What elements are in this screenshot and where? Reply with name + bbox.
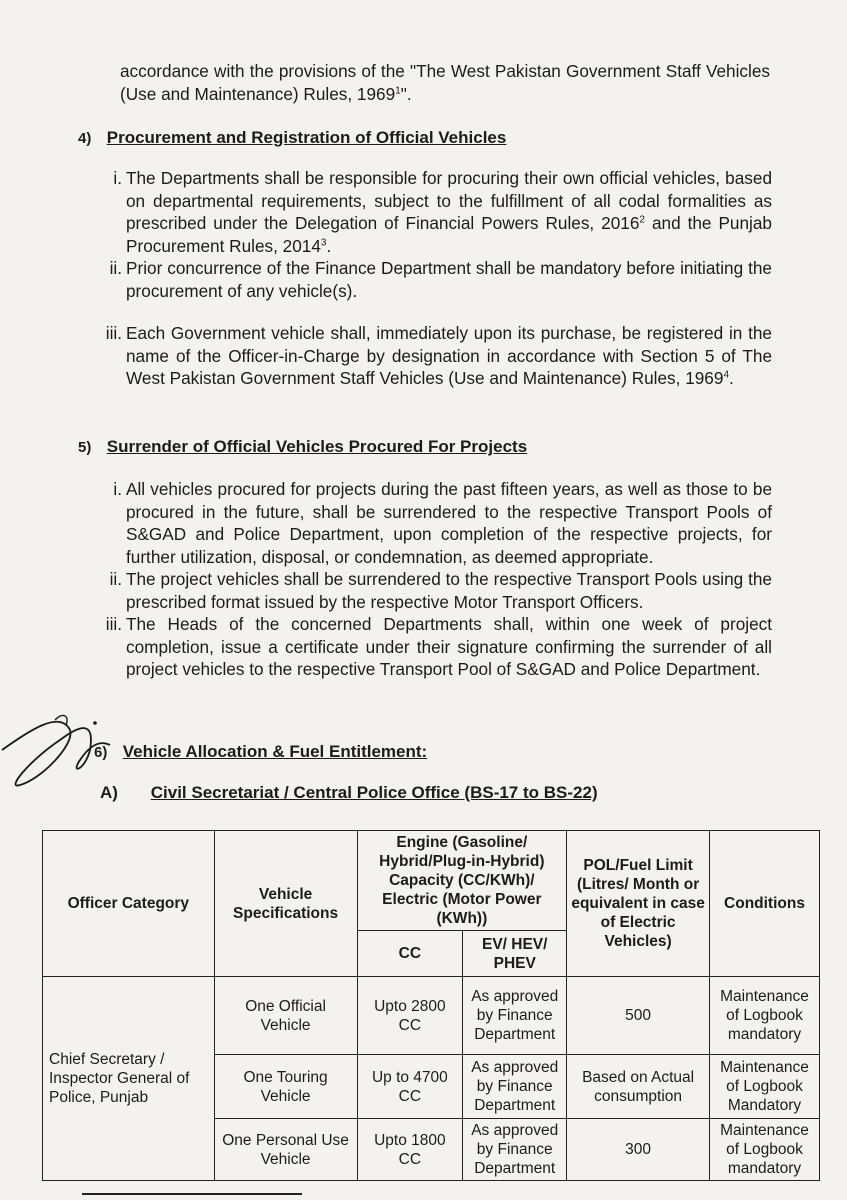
footnote-divider xyxy=(82,1193,302,1195)
ev-cell: As approved by Finance Department xyxy=(463,1119,567,1181)
header-vehicle-specifications: Vehicle Specifications xyxy=(214,831,357,977)
section6-number: 6) xyxy=(94,744,108,761)
spec-cell: One Official Vehicle xyxy=(214,977,357,1055)
subsection-a-title: Civil Secretariat / Central Police Office (BS-17 to BS-22) xyxy=(150,783,598,802)
pol-cell: 500 xyxy=(567,977,710,1055)
footnote-ref: 3 xyxy=(320,236,327,248)
list-numeral: i. xyxy=(113,168,122,188)
list-item-text: . xyxy=(729,368,734,388)
header-officer-category: Officer Category xyxy=(43,831,215,977)
intro-line2-end: ". xyxy=(400,83,412,104)
spec-cell: One Touring Vehicle xyxy=(214,1055,357,1119)
section4-number: 4) xyxy=(78,130,92,147)
section4-title: Procurement and Registration of Official Vehicles xyxy=(106,128,507,147)
ev-cell: As approved by Finance Department xyxy=(463,1055,567,1119)
list-item-text: and the Punjab Procurement Rules, 2014 xyxy=(126,213,772,256)
section5-heading xyxy=(78,437,527,457)
table-header-row xyxy=(43,831,820,931)
list-item xyxy=(92,167,772,257)
list-item xyxy=(92,257,772,302)
vehicle-allocation-table xyxy=(42,830,820,1181)
list-item-text: Prior concurrence of the Finance Department shall be mandatory before initiating the procurement of any vehicle(s). xyxy=(126,258,772,301)
section5-list xyxy=(92,478,772,681)
list-item xyxy=(92,613,772,681)
header-engine-ev: EV/ HEV/ PHEV xyxy=(463,931,567,977)
list-item xyxy=(92,568,772,613)
conditions-cell: Maintenance of Logbook mandatory xyxy=(710,977,820,1055)
header-engine-cc: CC xyxy=(357,931,463,977)
section6-title: Vehicle Allocation & Fuel Entitlement: xyxy=(122,742,428,761)
pol-cell: Based on Actual consumption xyxy=(567,1055,710,1119)
list-item-text: . xyxy=(326,235,332,256)
spec-cell: One Personal Use Vehicle xyxy=(214,1119,357,1181)
header-pol-limit: POL/Fuel Limit (Litres/ Month or equivalent in case of Electric Vehicles) xyxy=(567,831,710,977)
list-item-text: All vehicles procured for projects during the past fifteen years, as well as those to be procured in the future, shall be surrendered to the respective Transport Pools of S&GAD and Police Department, upon completion of the respective projects, for further utilization, disposal, or condemnation, as deemed appropriate. xyxy=(126,479,772,567)
section4-heading xyxy=(78,128,506,148)
list-item-text: The Heads of the concerned Departments shall, within one week of project completion, issue a certificate under their signature confirming the surrender of all project vehicles to the respective Transport Pool of S&GAD and Police Department. xyxy=(126,614,772,679)
subsection-a-heading xyxy=(100,783,598,803)
conditions-cell: Maintenance of Logbook mandatory xyxy=(710,1119,820,1181)
list-item-text: The Departments shall be responsible for procuring their own official vehicles, based on departmental requirements, subject to the fulfillment of all codal formalities as prescribed under the Delegation of Financial Powers Rules, 2016 xyxy=(126,168,772,233)
section5-number: 5) xyxy=(78,439,92,456)
list-item-text: The project vehicles shall be surrendered to the respective Transport Pools using the prescribed format issued by the respective Motor Transport Officers. xyxy=(126,569,772,612)
cc-cell: Upto 2800 CC xyxy=(357,977,463,1055)
header-conditions: Conditions xyxy=(710,831,820,977)
list-numeral: ii. xyxy=(109,569,122,589)
ev-cell: As approved by Finance Department xyxy=(463,977,567,1055)
pol-cell: 300 xyxy=(567,1119,710,1181)
list-numeral: ii. xyxy=(109,258,122,278)
cc-cell: Upto 1800 CC xyxy=(357,1119,463,1181)
section6-heading xyxy=(94,742,427,762)
conditions-cell: Maintenance of Logbook Mandatory xyxy=(710,1055,820,1119)
officer-category-cell: Chief Secretary / Inspector General of Police, Punjab xyxy=(43,977,215,1181)
footnote-ref: 1 xyxy=(395,84,401,96)
intro-paragraph xyxy=(120,60,770,105)
intro-line2: Vehicles (Use and Maintenance) Rules, 1969 xyxy=(120,61,771,104)
table-row xyxy=(43,977,820,1055)
cc-cell: Up to 4700 CC xyxy=(357,1055,463,1119)
intro-line1: accordance with the provisions of the "The West Pakistan Government Staff xyxy=(120,61,701,81)
list-numeral: i. xyxy=(113,479,122,499)
section4-list xyxy=(92,167,772,390)
section5-title: Surrender of Official Vehicles Procured For Projects xyxy=(106,437,528,456)
header-engine: Engine (Gasoline/ Hybrid/Plug-in-Hybrid) Capacity (CC/KWh)/ Electric (Motor Power (KWh)) xyxy=(357,831,567,931)
list-item xyxy=(92,478,772,568)
list-item xyxy=(92,322,772,390)
list-numeral: iii. xyxy=(105,614,122,634)
subsection-a-letter: A) xyxy=(100,783,118,802)
list-numeral: iii. xyxy=(105,323,122,343)
list-item-text: Each Government vehicle shall, immediately upon its purchase, be registered in the name of the Officer-in-Charge by designation in accordance with Section 5 of The West Pakistan Government Staff Vehicles (Use and Maintenance) Rules, 1969 xyxy=(126,323,772,388)
footnote-ref: 2 xyxy=(639,214,645,226)
footnote-ref: 4 xyxy=(723,369,729,381)
